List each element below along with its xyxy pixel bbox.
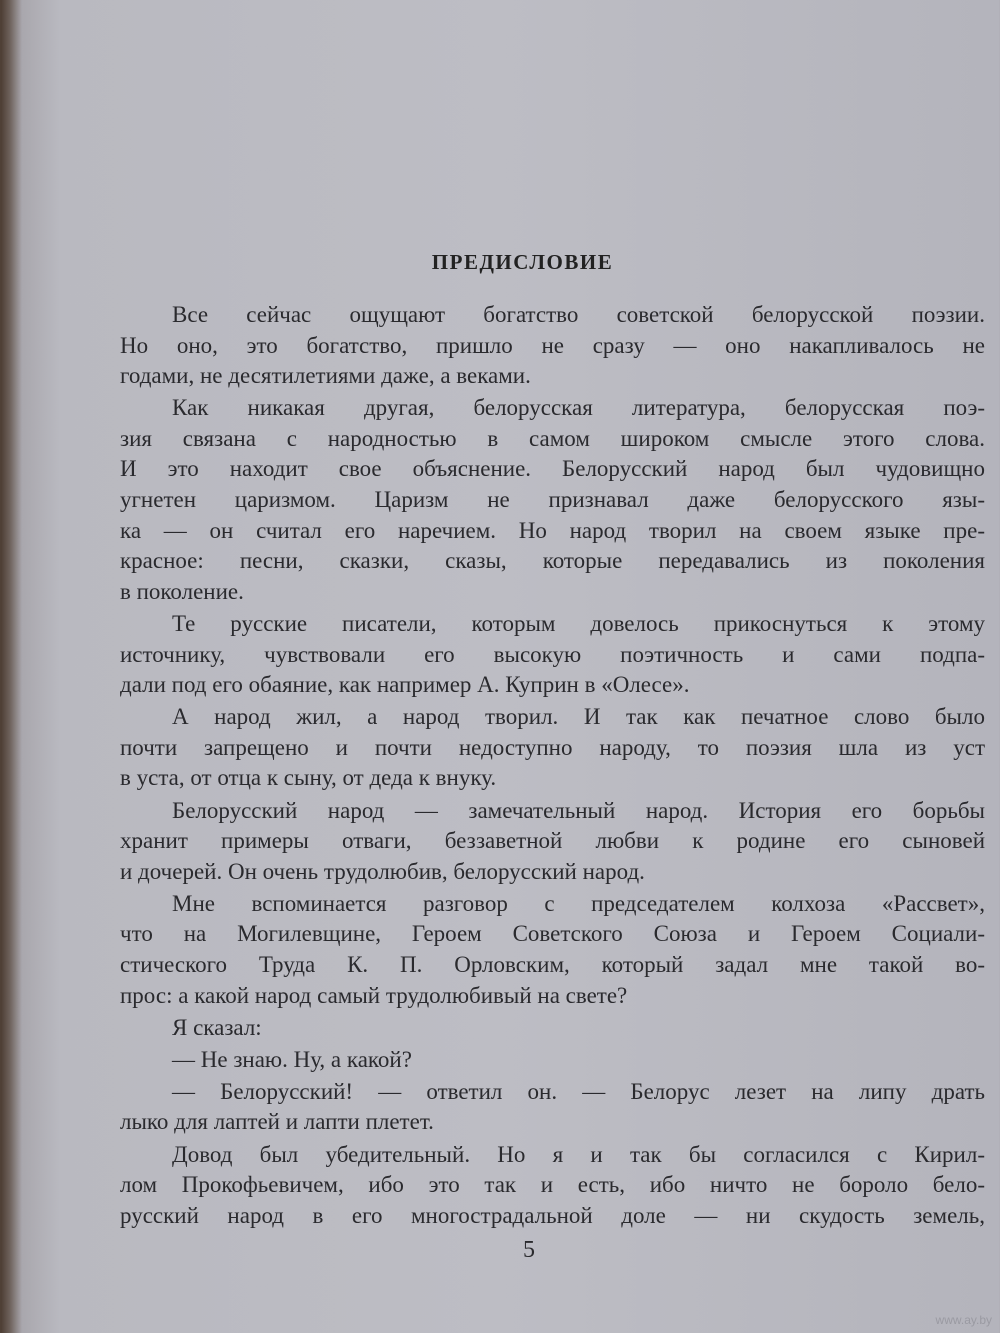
- text-line: Довод был убедительный. Но я и так бы согласился с Кирил-: [172, 1141, 985, 1167]
- text-line: в поколение.: [120, 578, 244, 604]
- paragraph: [120, 796, 985, 888]
- text-line: и дочерей. Он очень трудолюбив, белорусский народ.: [120, 858, 645, 884]
- text-line: что на Могилевщине, Героем Советского Союза и Героем Социали-: [120, 921, 985, 947]
- text-line: зия связана с народностью в самом широком смысле этого слова.: [120, 425, 985, 451]
- text-line: — Не знаю. Ну, а какой?: [172, 1046, 412, 1072]
- text-line: Все сейчас ощущают богатство советской белорусской поэзии.: [172, 302, 985, 327]
- text-line: угнетен царизмом. Царизм не признавал даже белорусского язы-: [120, 487, 985, 513]
- paragraph: [120, 1077, 985, 1138]
- text-line: прос: а какой народ самый трудолюбивый на свете?: [120, 982, 628, 1008]
- text-line: лом Прокофьевичем, ибо это так и есть, ибо ничто не бороло бело-: [120, 1172, 985, 1198]
- text-line: Мне вспоминается разговор с председателем колхоза «Рассвет»,: [172, 890, 985, 916]
- text-line: почти запрещено и почти недоступно народу, то поэзия шла из уст: [120, 734, 985, 760]
- text-line: И это находит свое объяснение. Белорусский народ был чудовищно: [120, 456, 985, 482]
- text-line: дали под его обаяние, как например А. Куприн в «Олесе».: [120, 672, 690, 698]
- text-line: — Белорусский! — ответил он. — Белорус лезет на липу драть: [172, 1078, 985, 1104]
- body-text: [120, 300, 985, 1233]
- text-line: лыко для лаптей и лапти плетет.: [120, 1109, 434, 1135]
- chapter-title: ПРЕДИСЛОВИЕ: [431, 250, 614, 274]
- text-line: в уста, от отца к сыну, от деда к внуку.: [120, 765, 497, 791]
- paragraph: [120, 702, 985, 794]
- text-line: русский народ в его многострадальной доле — ни скудость земель,: [120, 1202, 985, 1228]
- paragraph: [120, 393, 985, 607]
- paragraph: [120, 1140, 985, 1232]
- text-line: Белорусский народ — замечательный народ. История его борьбы: [172, 797, 985, 823]
- paragraph: [120, 300, 985, 392]
- text-line: стического Труда К. П. Орловским, который задал мне такой во-: [120, 951, 985, 977]
- page-number: 5: [523, 1237, 535, 1263]
- text-line: А народ жил, а народ творил. И так как печатное слово было: [172, 704, 985, 730]
- text-line: Как никакая другая, белорусская литература, белорусская поэ-: [172, 395, 985, 421]
- watermark: www.ay.by: [935, 1313, 992, 1327]
- text-line: ка — он считал его наречием. Но народ творил на своем языке пре-: [120, 517, 985, 543]
- paragraph: [120, 889, 985, 1011]
- text-line: Но оно, это богатство, пришло не сразу — оно накапливалось не: [120, 332, 985, 358]
- text-line: хранит примеры отваги, беззаветной любви к родине его сыновей: [120, 828, 985, 854]
- text-line: источнику, чувствовали его высокую поэтичность и сами подпа-: [120, 641, 985, 667]
- text-line: красное: песни, сказки, сказы, которые передавались из поколения: [120, 548, 985, 574]
- text-line: Те русские писатели, которым довелось прикоснуться к этому: [172, 610, 985, 636]
- paragraph: [120, 609, 985, 701]
- text-line: годами, не десятилетиями даже, а веками.: [120, 363, 531, 389]
- paragraph: [120, 1013, 985, 1044]
- paragraph: [120, 1045, 985, 1076]
- text-line: Я сказал:: [172, 1014, 262, 1040]
